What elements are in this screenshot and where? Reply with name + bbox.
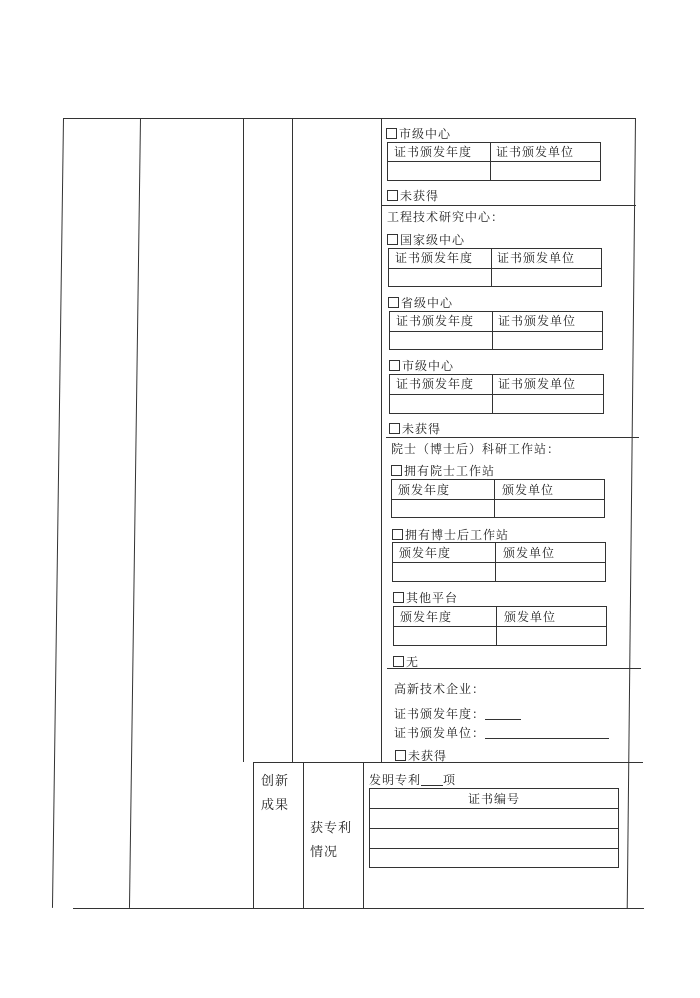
table-left-border (52, 118, 64, 908)
hightech-unit-label: 证书颁发单位： (394, 726, 486, 740)
separator-innovation (253, 762, 643, 763)
hightech-year-label: 证书颁发年度： (394, 707, 486, 721)
hightech-unit-field[interactable] (394, 726, 609, 740)
col-divider-2 (243, 118, 244, 762)
table-right-border (627, 118, 636, 908)
checkbox-icon (388, 297, 399, 308)
checkbox-other-platform[interactable] (393, 591, 458, 605)
col-header-unit: 颁发单位 (504, 610, 557, 624)
checkbox-provincial-center-label: 省级中心 (401, 296, 454, 310)
checkbox-academician-station[interactable] (391, 464, 495, 478)
engineering-city-center-cert-table (389, 374, 604, 414)
hightech-unit-blank[interactable] (485, 727, 609, 739)
col-header-unit: 证书颁发单位 (496, 145, 575, 159)
col-header-year: 证书颁发年度 (394, 145, 473, 159)
checkbox-city-center[interactable] (386, 127, 451, 141)
patent-label-line1: 获专利 (310, 821, 353, 836)
checkbox-academician-station-label: 拥有院士工作站 (404, 464, 496, 478)
innovation-col-divider-2 (363, 762, 364, 908)
col-header-year: 颁发年度 (399, 546, 452, 560)
postdoc-station-table (392, 542, 606, 582)
checkbox-postdoc-station-label: 拥有博士后工作站 (405, 528, 510, 542)
innovation-category-line1: 创新 (261, 774, 290, 789)
invention-patent-suffix: 项 (443, 773, 457, 787)
checkbox-icon (386, 128, 397, 139)
separator-workstation (386, 437, 639, 438)
engineering-center-title: 工程技术研究中心： (387, 210, 505, 224)
hightech-year-field[interactable] (394, 707, 521, 721)
checkbox-hightech-not-obtained-label: 未获得 (408, 749, 448, 763)
national-center-cert-table (388, 248, 602, 287)
col-divider-1 (129, 118, 141, 908)
col-header-unit: 证书颁发单位 (498, 377, 577, 391)
col-header-year: 证书颁发年度 (395, 251, 474, 265)
col-header-year: 颁发年度 (400, 610, 453, 624)
innovation-col-divider-1 (303, 762, 304, 908)
checkbox-icon (393, 592, 404, 603)
cert-number-header: 证书编号 (467, 792, 520, 806)
checkbox-national-center-label: 国家级中心 (400, 233, 466, 247)
invention-patent-blank[interactable] (421, 774, 443, 786)
checkbox-engineering-not-obtained[interactable] (389, 422, 441, 436)
other-platform-table (393, 606, 607, 646)
checkbox-icon (395, 750, 406, 761)
checkbox-other-platform-label: 其他平台 (406, 591, 459, 605)
hightech-year-blank[interactable] (485, 708, 521, 720)
checkbox-city-not-obtained[interactable] (387, 189, 439, 203)
checkbox-engineering-city-center-label: 市级中心 (402, 359, 455, 373)
checkbox-icon (393, 656, 404, 667)
hightech-title: 高新技术企业： (394, 682, 486, 696)
checkbox-hightech-not-obtained[interactable] (395, 749, 447, 763)
academician-station-table (391, 479, 605, 518)
col-header-year: 证书颁发年度 (396, 377, 475, 391)
invention-patent-count[interactable] (369, 773, 456, 787)
col-header-unit: 证书颁发单位 (498, 314, 577, 328)
innovation-left-edge (253, 762, 254, 908)
col-header-unit: 颁发单位 (502, 483, 555, 497)
checkbox-icon (387, 190, 398, 201)
checkbox-icon (392, 529, 403, 540)
checkbox-none[interactable] (393, 655, 419, 669)
col-header-unit: 证书颁发单位 (497, 251, 576, 265)
separator-engineering (381, 205, 636, 206)
checkbox-city-not-obtained-label: 未获得 (400, 189, 440, 203)
provincial-center-cert-table (389, 311, 603, 350)
table-top-border (63, 118, 636, 119)
col-header-year: 颁发年度 (398, 483, 451, 497)
patent-label-line2: 情况 (310, 845, 339, 860)
col-header-year: 证书颁发年度 (396, 314, 475, 328)
checkbox-postdoc-station[interactable] (392, 528, 509, 542)
separator-hightech (387, 668, 641, 669)
innovation-category-line2: 成果 (261, 798, 290, 813)
checkbox-icon (389, 360, 400, 371)
col-divider-4 (381, 118, 382, 762)
checkbox-city-center-label: 市级中心 (399, 127, 452, 141)
invention-patent-prefix: 发明专利 (369, 773, 422, 787)
checkbox-icon (387, 234, 398, 245)
checkbox-icon (389, 423, 400, 434)
table-bottom-border (73, 908, 644, 909)
workstation-title: 院士（博士后）科研工作站： (391, 442, 561, 456)
checkbox-provincial-center[interactable] (388, 296, 453, 310)
col-header-unit: 颁发单位 (503, 546, 556, 560)
col-divider-3 (292, 118, 293, 762)
checkbox-icon (391, 465, 402, 476)
checkbox-engineering-city-center[interactable] (389, 359, 454, 373)
checkbox-none-label: 无 (406, 655, 420, 669)
checkbox-engineering-not-obtained-label: 未获得 (402, 422, 442, 436)
city-center-cert-table (387, 142, 601, 181)
cert-number-table (369, 788, 619, 868)
checkbox-national-center[interactable] (387, 233, 465, 247)
